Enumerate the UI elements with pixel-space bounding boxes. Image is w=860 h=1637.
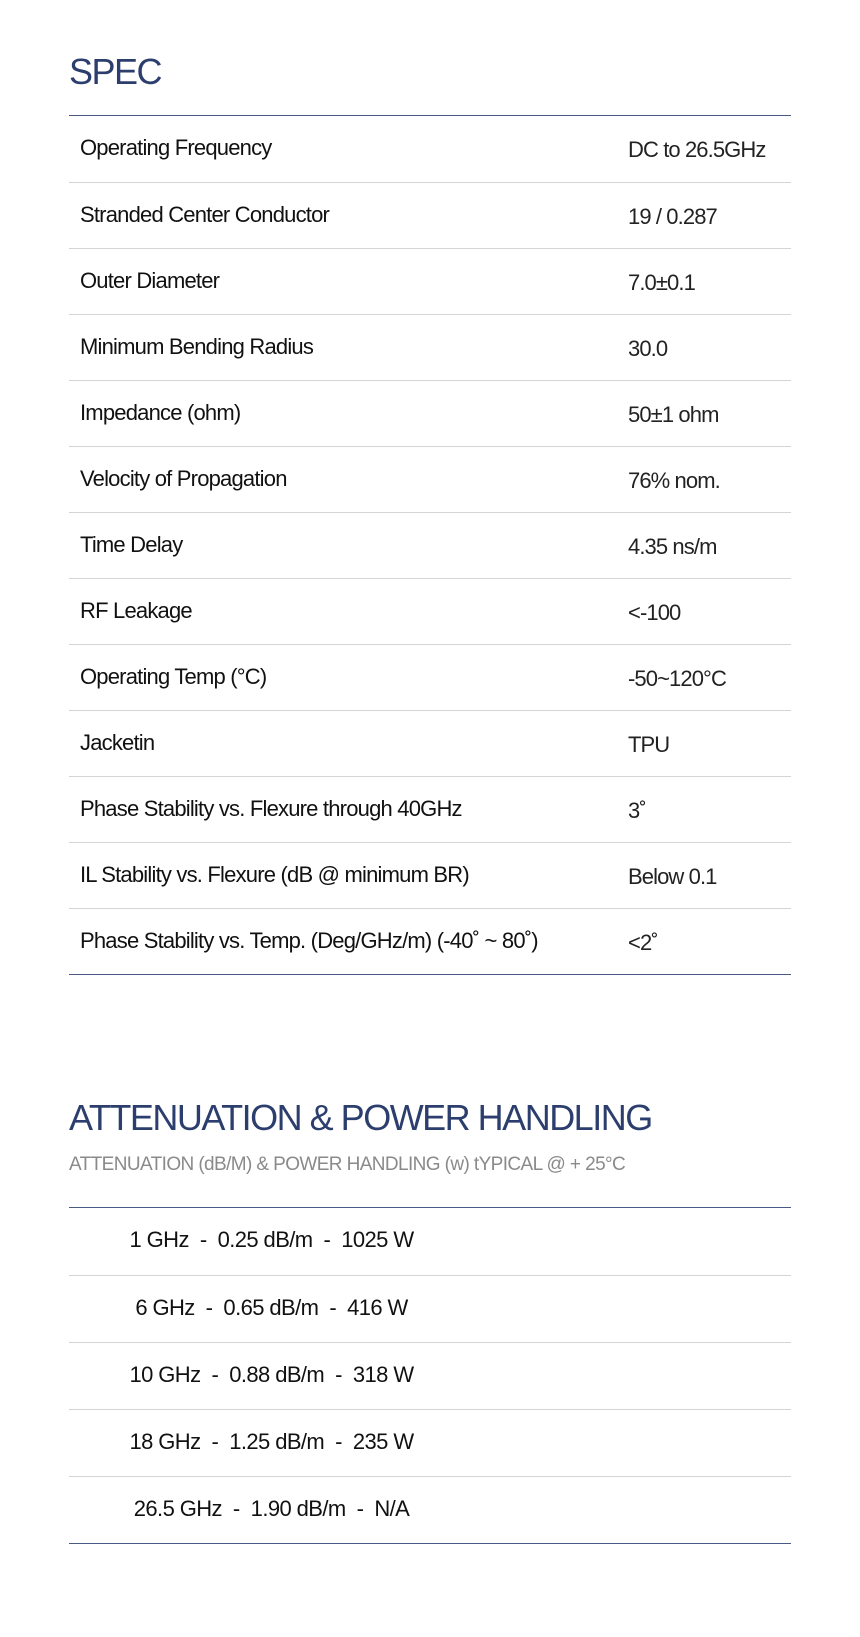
spec-row	[69, 116, 791, 182]
attenuation-subtitle: ATTENUATION (dB/M) & POWER HANDLING (w) tYPICAL @ + 25°C	[69, 1154, 626, 1175]
spec-label: Operating Frequency	[80, 135, 272, 160]
spec-value: <-100	[628, 600, 681, 625]
attenuation-entry: 26.5 GHz - 1.90 dB/m - N/A	[133, 1496, 410, 1521]
spec-table	[69, 115, 791, 975]
spec-label: Phase Stability vs. Flexure through 40GHz	[80, 796, 462, 821]
attenuation-row	[69, 1342, 791, 1409]
spec-label: Impedance (ohm)	[80, 400, 241, 425]
spec-value: <2˚	[628, 930, 658, 955]
spec-row	[69, 578, 791, 644]
spec-value: 3˚	[628, 798, 646, 823]
spec-row	[69, 512, 791, 578]
attenuation-entry: 18 GHz - 1.25 dB/m - 235 W	[129, 1429, 414, 1454]
attenuation-row	[69, 1409, 791, 1476]
spec-value: 76% nom.	[628, 468, 720, 493]
spec-row	[69, 380, 791, 446]
spec-section-title: SPEC	[69, 51, 162, 92]
spec-value: 7.0±0.1	[628, 270, 695, 295]
spec-row	[69, 446, 791, 512]
spec-label: RF Leakage	[80, 598, 192, 623]
spec-value: DC to 26.5GHz	[628, 137, 766, 162]
spec-row	[69, 908, 791, 974]
attenuation-row	[69, 1208, 791, 1275]
spec-row	[69, 248, 791, 314]
attenuation-entry: 6 GHz - 0.65 dB/m - 416 W	[135, 1295, 408, 1320]
spec-value: 19 / 0.287	[628, 204, 717, 229]
spec-label: Time Delay	[80, 532, 183, 557]
spec-value: -50~120°C	[628, 666, 726, 691]
spec-value: 4.35 ns/m	[628, 534, 717, 559]
spec-row	[69, 314, 791, 380]
spec-row	[69, 842, 791, 908]
spec-label: Jacketin	[80, 730, 155, 755]
spec-label: Outer Diameter	[80, 268, 220, 293]
spec-value: 50±1 ohm	[628, 402, 719, 427]
attenuation-section-title: ATTENUATION & POWER HANDLING	[69, 1097, 652, 1138]
spec-label: Phase Stability vs. Temp. (Deg/GHz/m) (-40˚ ~ 80˚)	[80, 928, 538, 953]
spec-row	[69, 644, 791, 710]
spec-value: Below 0.1	[628, 864, 717, 889]
spec-label: Stranded Center Conductor	[80, 202, 330, 227]
attenuation-table	[69, 1207, 791, 1544]
attenuation-row	[69, 1476, 791, 1543]
spec-value: 30.0	[628, 336, 668, 361]
attenuation-entry: 1 GHz - 0.25 dB/m - 1025 W	[129, 1227, 414, 1252]
spec-value: TPU	[628, 732, 670, 757]
attenuation-row	[69, 1275, 791, 1342]
spec-row	[69, 776, 791, 842]
spec-row	[69, 710, 791, 776]
spec-label: Operating Temp (°C)	[80, 664, 267, 689]
attenuation-entry: 10 GHz - 0.88 dB/m - 318 W	[129, 1362, 414, 1387]
spec-label: Minimum Bending Radius	[80, 334, 314, 359]
spec-row	[69, 182, 791, 248]
spec-label: IL Stability vs. Flexure (dB @ minimum BR)	[80, 862, 469, 887]
spec-label: Velocity of Propagation	[80, 466, 287, 491]
